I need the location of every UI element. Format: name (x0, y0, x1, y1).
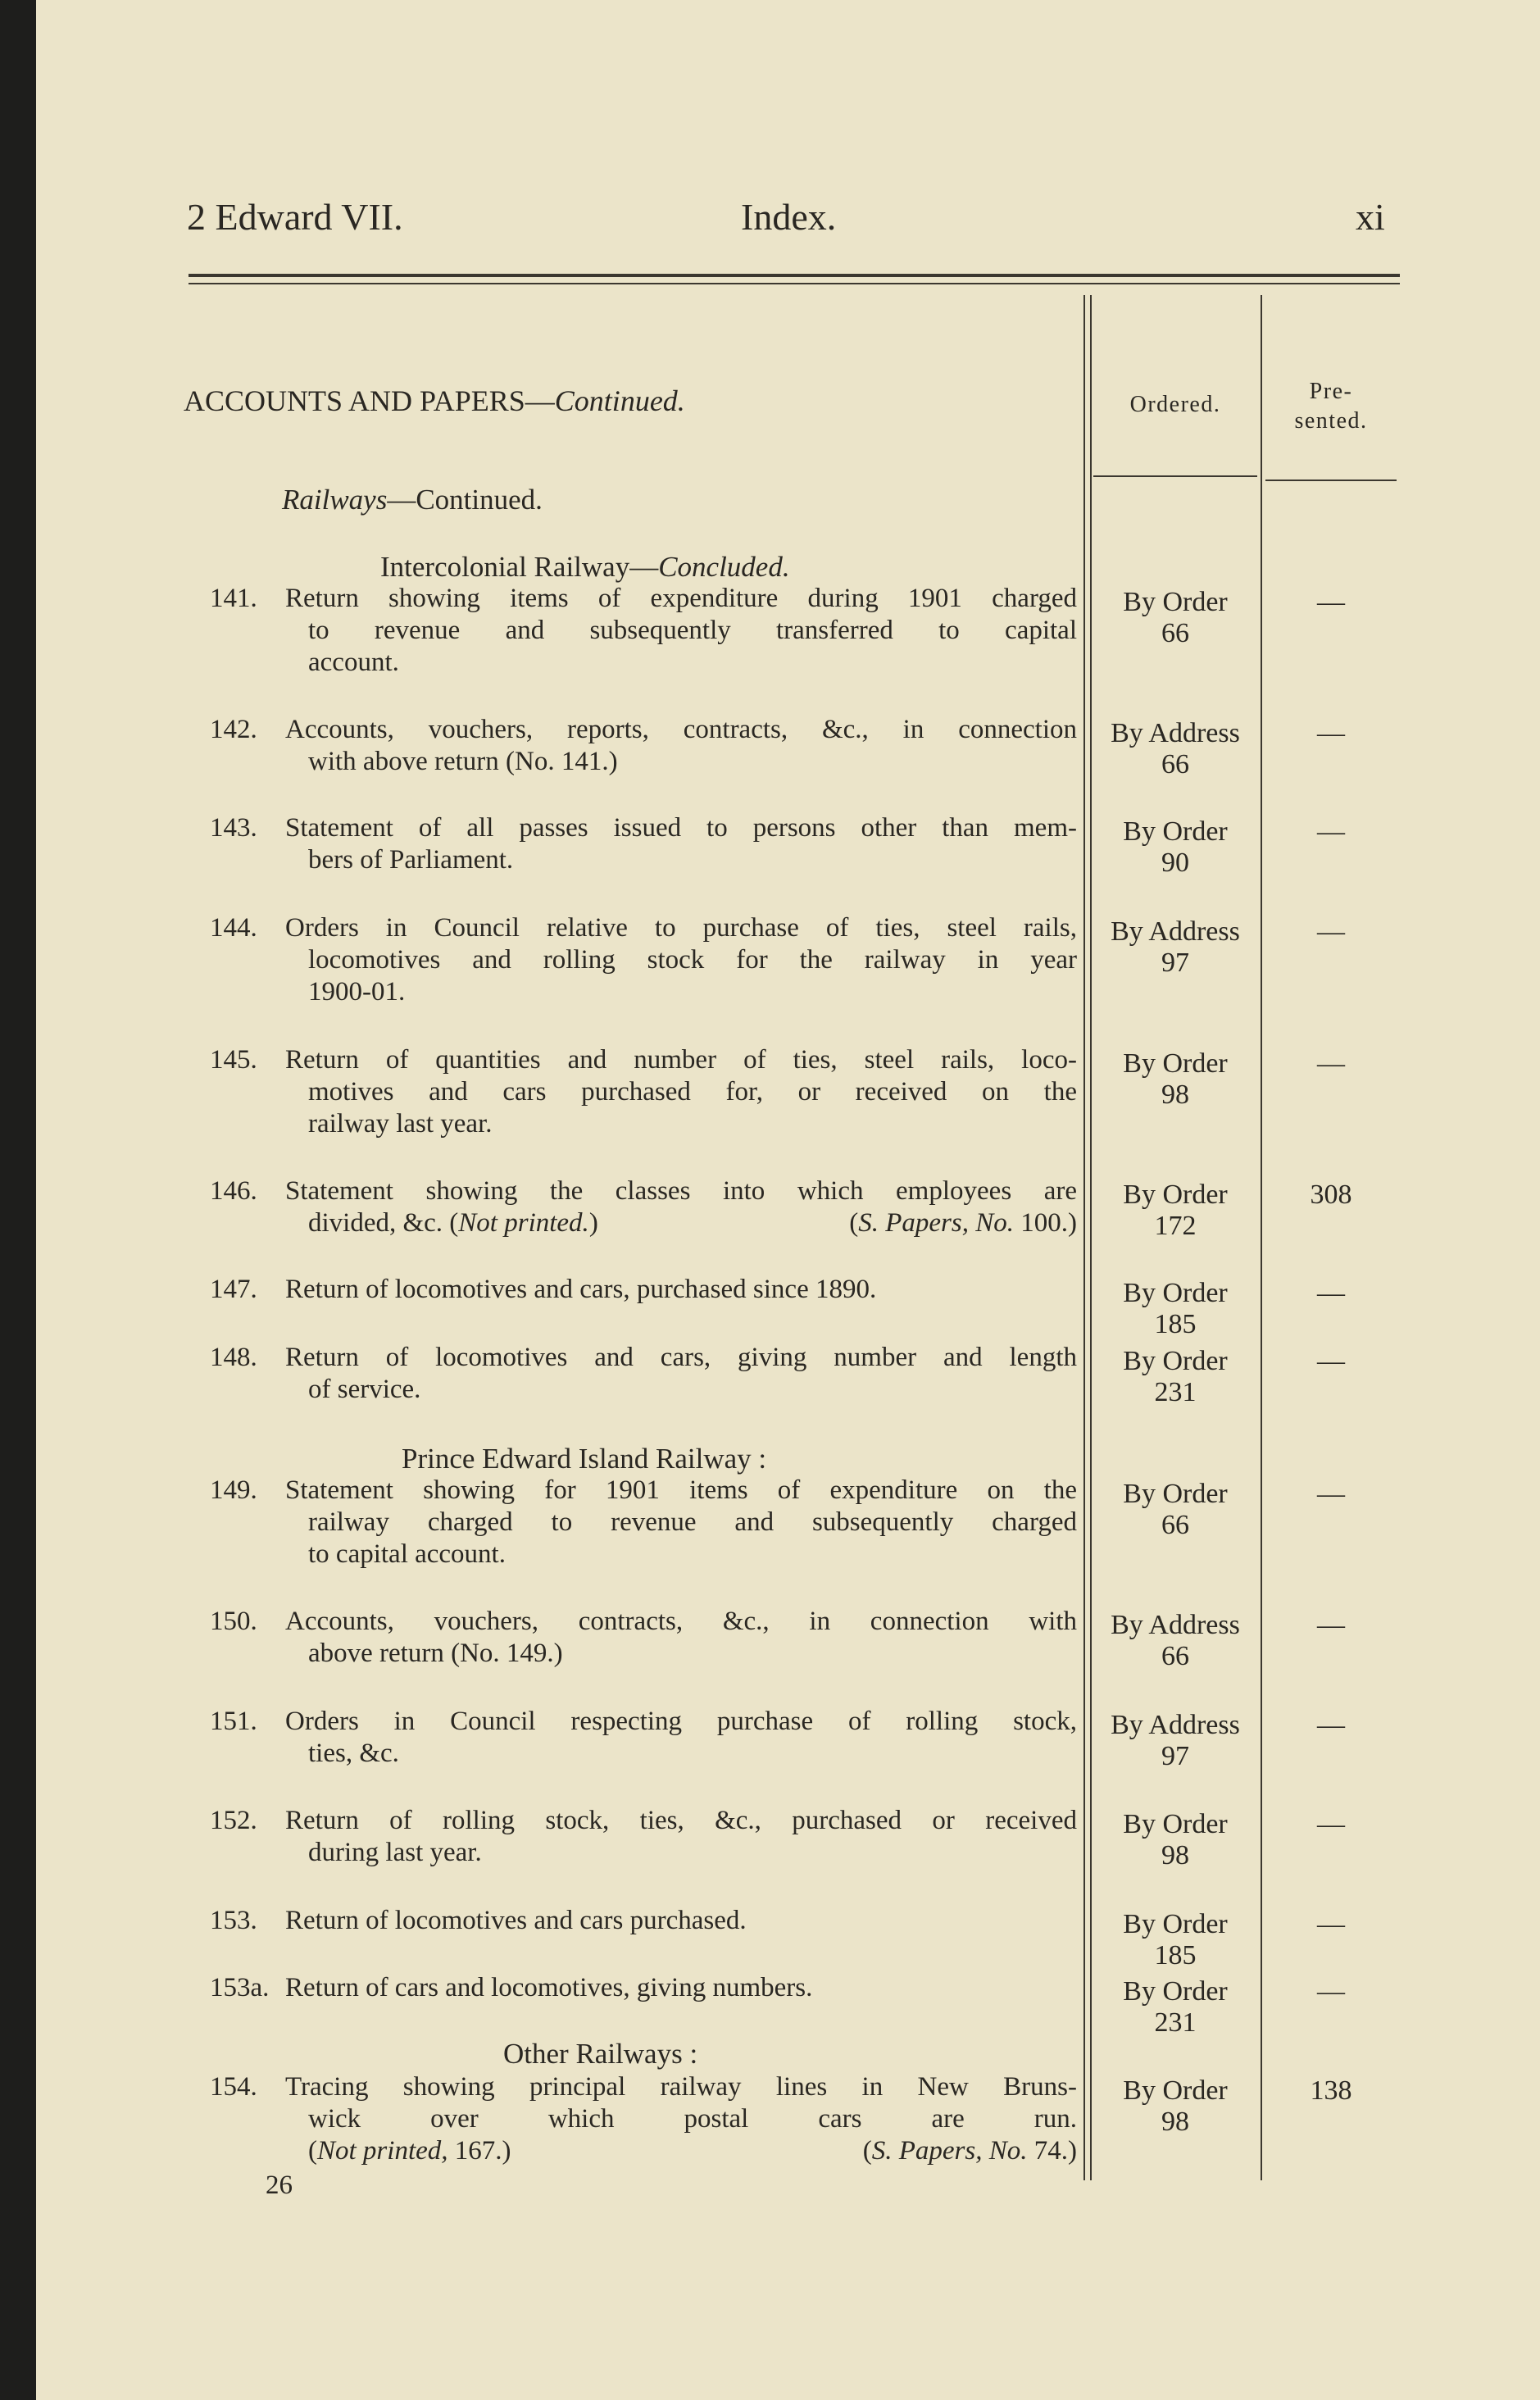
entry-reference-line (308, 2136, 1077, 2166)
entry-text-line: to revenue and subsequently transferred to capital (308, 616, 1077, 645)
header-reign: 2 Edward VII. (187, 196, 403, 238)
entry-presented: — (1317, 718, 1345, 748)
entry-presented: — (1317, 1479, 1345, 1509)
entry-ordered-type: By Address (1111, 1610, 1240, 1640)
entry-text-line: Accounts, vouchers, reports, contracts, &c., in connection (285, 715, 1077, 744)
entry-presented: — (1317, 1710, 1345, 1740)
column-rule-mid (1261, 295, 1262, 2180)
entry-number: 147. (210, 1275, 257, 1304)
entry-presented: — (1317, 1976, 1345, 2007)
section-title-main: ACCOUNTS AND PAPERS— (184, 384, 555, 417)
entry-presented: — (1317, 1610, 1345, 1640)
entry-text-line: during last year. (308, 1838, 482, 1867)
entry-ordered-type: By Order (1123, 1909, 1228, 1939)
entry-ordered-page: 185 (1154, 1940, 1197, 1970)
entry-number: 141. (210, 584, 257, 613)
group-heading-intercolonial (380, 551, 790, 584)
entry-text-line: Statement showing the classes into which employees are (285, 1176, 1077, 1206)
entry-number: 143. (210, 813, 257, 843)
entry-reference-part: S. Papers, No. (871, 2136, 1028, 2166)
entry-text-line: Return showing items of expenditure during 1901 charged (285, 584, 1077, 613)
entry-ordered-page: 66 (1161, 1510, 1189, 1540)
entry-number: 154. (210, 2072, 257, 2102)
entry-ordered (1093, 1909, 1257, 1971)
entry-ordered-type: By Order (1123, 816, 1228, 847)
entry-text-line: ties, &c. (308, 1739, 399, 1768)
entry-presented: — (1317, 1278, 1345, 1308)
entry-number: 151. (210, 1707, 257, 1736)
subsection-title-rest: —Continued. (387, 484, 543, 516)
entry-ordered-page: 66 (1161, 749, 1189, 780)
entry-reference-part: 100.) (1014, 1208, 1077, 1238)
column-header-presented-line1: Pre- (1309, 379, 1353, 404)
group-heading-intercolonial-text: Intercolonial Railway— (380, 551, 659, 583)
entry-ordered (1093, 1610, 1257, 1672)
signature-mark: 26 (266, 2170, 293, 2200)
entry-presented: — (1317, 916, 1345, 947)
entry-ordered (1093, 1048, 1257, 1111)
entry-ordered-type: By Order (1123, 1809, 1228, 1839)
entry-text-line: locomotives and rolling stock for the railway in year (308, 945, 1077, 975)
entry-reference-part: Not printed, (317, 2136, 448, 2166)
column-rule-left-a (1083, 295, 1085, 2180)
column-header-presented-line2: sented. (1294, 408, 1368, 434)
entry-ordered (1093, 1346, 1257, 1408)
entry-reference-part: 167.) (447, 2136, 511, 2166)
entry-ordered-type: By Order (1123, 587, 1228, 617)
entry-text-line: Orders in Council respecting purchase of rolling stock, (285, 1707, 1077, 1736)
entry-text-line: Return of locomotives and cars, giving number and length (285, 1343, 1077, 1372)
entry-ordered-type: By Order (1123, 1278, 1228, 1308)
entry-ordered-type: By Order (1123, 1479, 1228, 1509)
section-title-continued: Continued. (554, 384, 685, 417)
column-header-presented (1265, 377, 1397, 436)
entry-ordered-page: 90 (1161, 848, 1189, 878)
entry-ordered (1093, 1809, 1257, 1871)
entry-presented: — (1317, 1909, 1345, 1939)
entry-reference-line (308, 1208, 1077, 1239)
entry-ordered-page: 98 (1161, 1840, 1189, 1870)
group-heading-other: Other Railways : (503, 2038, 698, 2070)
entry-number: 153. (210, 1906, 257, 1935)
entry-text-line: Return of locomotives and cars purchased. (285, 1906, 747, 1935)
entry-ordered-type: By Address (1111, 1710, 1240, 1740)
entry-ordered-page: 66 (1161, 1641, 1189, 1671)
entry-ordered (1093, 1180, 1257, 1242)
entry-ordered-page: 172 (1154, 1211, 1197, 1241)
entry-ordered (1093, 1976, 1257, 2039)
entry-presented: 138 (1310, 2075, 1352, 2106)
entry-text-line: Statement showing for 1901 items of expenditure on the (285, 1475, 1077, 1505)
entry-reference-part: ) (588, 1208, 598, 1238)
entry-ordered (1093, 1479, 1257, 1541)
entry-ordered-type: By Order (1123, 1976, 1228, 2007)
header-rule-thin (189, 283, 1400, 284)
entry-number: 146. (210, 1176, 257, 1206)
entry-ordered (1093, 718, 1257, 780)
entry-presented: — (1317, 1048, 1345, 1079)
entry-reference-part: divided, &c. ( (308, 1208, 459, 1238)
entry-number: 142. (210, 715, 257, 744)
entry-text-line: Return of cars and locomotives, giving numbers. (285, 1973, 813, 2002)
entry-text-line: Tracing showing principal railway lines in New Bruns- (285, 2072, 1077, 2102)
entry-number: 148. (210, 1343, 257, 1372)
entry-presented: — (1317, 1346, 1345, 1376)
column-header-underline-presented (1265, 480, 1397, 481)
entry-ordered-page: 66 (1161, 618, 1189, 648)
entry-presented: 308 (1310, 1180, 1352, 1210)
entry-text-line: Orders in Council relative to purchase of ties, steel rails, (285, 913, 1077, 943)
entry-ordered-page: 231 (1154, 1377, 1197, 1407)
entry-ordered-page: 97 (1161, 948, 1189, 978)
entry-ordered (1093, 2075, 1257, 2138)
entry-text-line: Return of rolling stock, ties, &c., purchased or received (285, 1806, 1077, 1835)
header-title: Index. (741, 196, 837, 238)
entry-text-line: bers of Parliament. (308, 845, 514, 875)
entry-reference-part: Not printed. (458, 1208, 589, 1238)
entry-ordered-page: 185 (1154, 1309, 1197, 1339)
entry-sessional-paper-ref (863, 2136, 1077, 2166)
entry-ordered (1093, 587, 1257, 649)
column-rule-left-b (1090, 295, 1092, 2180)
group-heading-intercolonial-italic: Concluded. (658, 551, 790, 583)
entry-text-line: railway last year. (308, 1109, 493, 1139)
entry-text-line: motives and cars purchased for, or received on the (308, 1077, 1077, 1107)
entry-text-line: of service. (308, 1375, 421, 1404)
column-header-underline-ordered (1093, 475, 1257, 477)
entry-number: 150. (210, 1607, 257, 1636)
entry-ordered-type: By Address (1111, 718, 1240, 748)
entry-text-line: above return (No. 149.) (308, 1639, 563, 1668)
entry-reference-part: ( (849, 1208, 859, 1238)
entry-ordered (1093, 916, 1257, 979)
entry-reference-part: ( (862, 2136, 872, 2166)
entry-presented: — (1317, 587, 1345, 617)
entry-sessional-paper-ref (849, 1208, 1077, 1239)
subsection-title (282, 484, 543, 516)
entry-ordered-type: By Order (1123, 1048, 1228, 1079)
entry-ordered-page: 98 (1161, 2107, 1189, 2137)
entry-presented: — (1317, 1809, 1345, 1839)
column-header-ordered-text: Ordered. (1129, 392, 1221, 417)
entry-text-line: 1900-01. (308, 977, 406, 1007)
entry-ordered-type: By Order (1123, 2075, 1228, 2106)
entry-text-line: railway charged to revenue and subsequently charged (308, 1507, 1077, 1537)
entry-ordered-page: 98 (1161, 1080, 1189, 1110)
entry-text-line: Return of locomotives and cars, purchased since 1890. (285, 1275, 877, 1304)
entry-number: 145. (210, 1045, 257, 1075)
entry-reference-part: S. Papers, No. (858, 1208, 1014, 1238)
header-rule-thick (189, 274, 1400, 277)
column-header-ordered (1093, 392, 1257, 418)
entry-ordered-type: By Address (1111, 916, 1240, 947)
entry-ordered-page: 97 (1161, 1741, 1189, 1771)
entry-number: 149. (210, 1475, 257, 1505)
entry-reference-part: 74.) (1027, 2136, 1077, 2166)
header-page-number: xi (1356, 196, 1385, 238)
entry-text-line: Return of quantities and number of ties, steel rails, loco- (285, 1045, 1077, 1075)
entry-text-line: Statement of all passes issued to persons other than mem- (285, 813, 1077, 843)
section-title (184, 384, 685, 418)
entry-note (308, 2136, 511, 2166)
entry-number: 144. (210, 913, 257, 943)
entry-text-line: to capital account. (308, 1539, 506, 1569)
entry-presented: — (1317, 816, 1345, 847)
entry-text-line: wick over which postal cars are run. (308, 2104, 1077, 2134)
entry-ordered (1093, 1278, 1257, 1340)
entry-note (308, 1208, 598, 1239)
entry-ordered-type: By Order (1123, 1346, 1228, 1376)
entry-number: 153a. (210, 1973, 270, 2002)
page-sheet (36, 0, 1540, 2400)
entry-text-line: account. (308, 648, 399, 677)
entry-text-line: Accounts, vouchers, contracts, &c., in connection with (285, 1607, 1077, 1636)
entry-reference-part: ( (308, 2136, 317, 2166)
entry-ordered-page: 231 (1154, 2007, 1197, 2038)
entry-ordered (1093, 1710, 1257, 1772)
subsection-title-italic: Railways (282, 484, 388, 516)
entry-text-line: with above return (No. 141.) (308, 747, 618, 776)
entry-number: 152. (210, 1806, 257, 1835)
entry-ordered-type: By Order (1123, 1180, 1228, 1210)
group-heading-pei: Prince Edward Island Railway : (402, 1443, 767, 1475)
entry-ordered (1093, 816, 1257, 879)
